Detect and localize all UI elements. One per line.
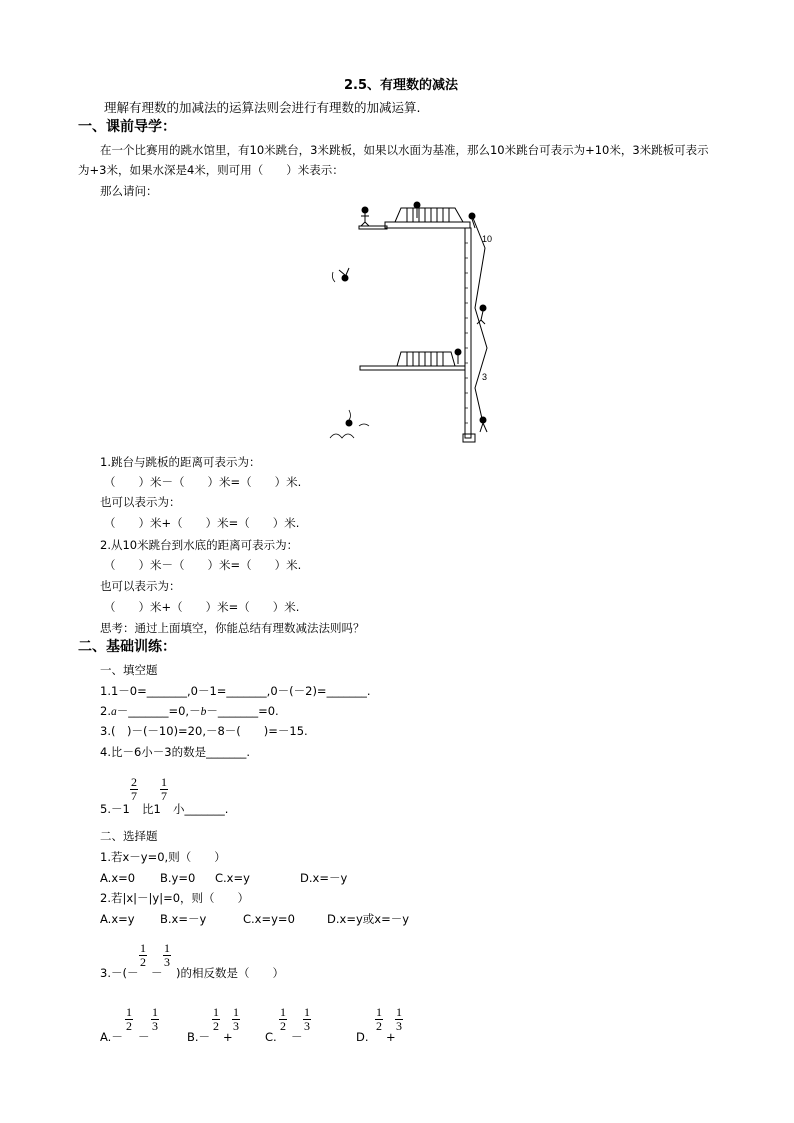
choice-q3-option-d[interactable]: D. (356, 1030, 369, 1044)
fill-q4[interactable]: 4.比－6小－3的数是_______. (100, 745, 251, 759)
section-2-heading: 二、基础训练： (78, 639, 176, 655)
option-d-fraction-2: 1 3 (396, 1005, 402, 1033)
fraction-1-3: 1 3 (164, 941, 170, 969)
question-1-blank-a[interactable]: （ ）米－（ ）米=（ ）米. (104, 475, 302, 489)
page-title: 2.5、有理数的减法 (344, 78, 459, 93)
fraction-1-2: 1 2 (140, 941, 146, 969)
fill-q5-prefix: 5.－1 (100, 802, 130, 816)
option-c-fraction-2: 1 3 (304, 1005, 310, 1033)
choice-q1-option-d[interactable]: D.x=－y (300, 871, 348, 885)
fill-q2-part2: －_______=0. (206, 704, 279, 718)
question-1-blank-b[interactable]: （ ）米+（ ）米=（ ）米. (104, 516, 300, 530)
choice-q3-option-a[interactable]: A.－ (100, 1030, 123, 1044)
minus-sign: － (151, 966, 163, 980)
fill-q5-suffix[interactable]: 小_______. (173, 802, 229, 816)
label-3m: 3 (482, 372, 488, 382)
choice-q2-option-b[interactable]: B.x=－y (160, 912, 207, 926)
fill-q5-mid: 比1 (142, 802, 161, 816)
choice-q2-option-c[interactable]: C.x=y=0 (243, 912, 295, 926)
fill-in-title: 一、填空题 (100, 663, 158, 677)
springboard-3m (360, 366, 465, 370)
choice-q3-option-b[interactable]: B.－ (187, 1030, 211, 1044)
fill-q1[interactable]: 1.1－0=_______,0－1=_______,0－(－2)=_______. (100, 684, 371, 698)
intro-line-1: 在一个比赛用的跳水馆里，有10米跳台，3米跳板，如果以水面为基准，那么10米跳台可表示为+10米，3米跳板可表示 (100, 143, 709, 157)
fill-q2-number: 2. (100, 704, 111, 718)
choice-q1: 1.若x－y=0,则（ ） (100, 850, 226, 864)
choice-title: 二、选择题 (100, 829, 158, 843)
choice-q1-option-b[interactable]: B.y=0 (160, 871, 196, 885)
fill-q2[interactable] (100, 703, 279, 720)
choice-q3-option-c[interactable]: C. (265, 1030, 277, 1044)
platform-10m (385, 222, 470, 228)
question-2: 2.从10米跳台到水底的距离可表示为： (100, 538, 299, 552)
choice-q1-option-c[interactable]: C.x=y (215, 871, 250, 885)
option-b-operator: + (223, 1030, 233, 1044)
fraction-2-7: 2 7 (131, 775, 137, 803)
option-a-fraction-2: 1 3 (152, 1005, 158, 1033)
question-2-blank-a[interactable]: （ ）米－（ ）米=（ ）米. (104, 558, 302, 572)
var-a: a (110, 706, 117, 718)
think-question: 思考：通过上面填空，你能总结有理数减法法则吗？ (100, 621, 365, 635)
fraction-1-7: 1 7 (161, 775, 167, 803)
fill-q3[interactable]: 3.( )－(－10)=20,－8－( )=－15. (100, 724, 308, 738)
also-text-1: 也可以表示为： (100, 495, 181, 509)
choice-q2: 2.若|x|－|y|=0，则（ ） (100, 891, 250, 905)
choice-q2-option-d[interactable]: D.x=y或x=－y (327, 912, 410, 926)
option-b-fraction-1: 1 2 (213, 1005, 219, 1033)
diving-figure (325, 198, 505, 448)
choice-q1-option-a[interactable]: A.x=0 (100, 871, 136, 885)
option-d-fraction-1: 1 2 (376, 1005, 382, 1033)
fill-q2-part1: －_______=0,－ (116, 704, 201, 718)
option-a-fraction-1: 1 2 (126, 1005, 132, 1033)
question-2-blank-b[interactable]: （ ）米+（ ）米=（ ）米. (104, 600, 300, 614)
also-text-2: 也可以表示为： (100, 579, 181, 593)
choice-q3-suffix: )的相反数是（ ） (176, 966, 284, 980)
choice-q2-option-a[interactable]: A.x=y (100, 912, 135, 926)
option-c-fraction-1: 1 2 (280, 1005, 286, 1033)
option-d-operator: + (386, 1030, 396, 1044)
var-b: b (200, 706, 207, 718)
label-10m: 10 (482, 234, 493, 244)
section-1-heading: 一、课前导学： (78, 119, 176, 135)
question-1: 1.跳台与跳板的距离可表示为： (100, 455, 261, 469)
learning-objective: 理解有理数的加减法的运算法则会进行有理数的加减运算. (104, 100, 421, 115)
choice-q3-prefix: 3.－(－ (100, 966, 139, 980)
prompt-text: 那么请问： (100, 184, 158, 198)
option-b-fraction-2: 1 3 (233, 1005, 239, 1033)
option-c-operator: － (291, 1030, 303, 1044)
option-a-operator: － (138, 1030, 150, 1044)
intro-line-2: 为+3米，如果水深是4米，则可用（ ）米表示： (78, 163, 344, 177)
